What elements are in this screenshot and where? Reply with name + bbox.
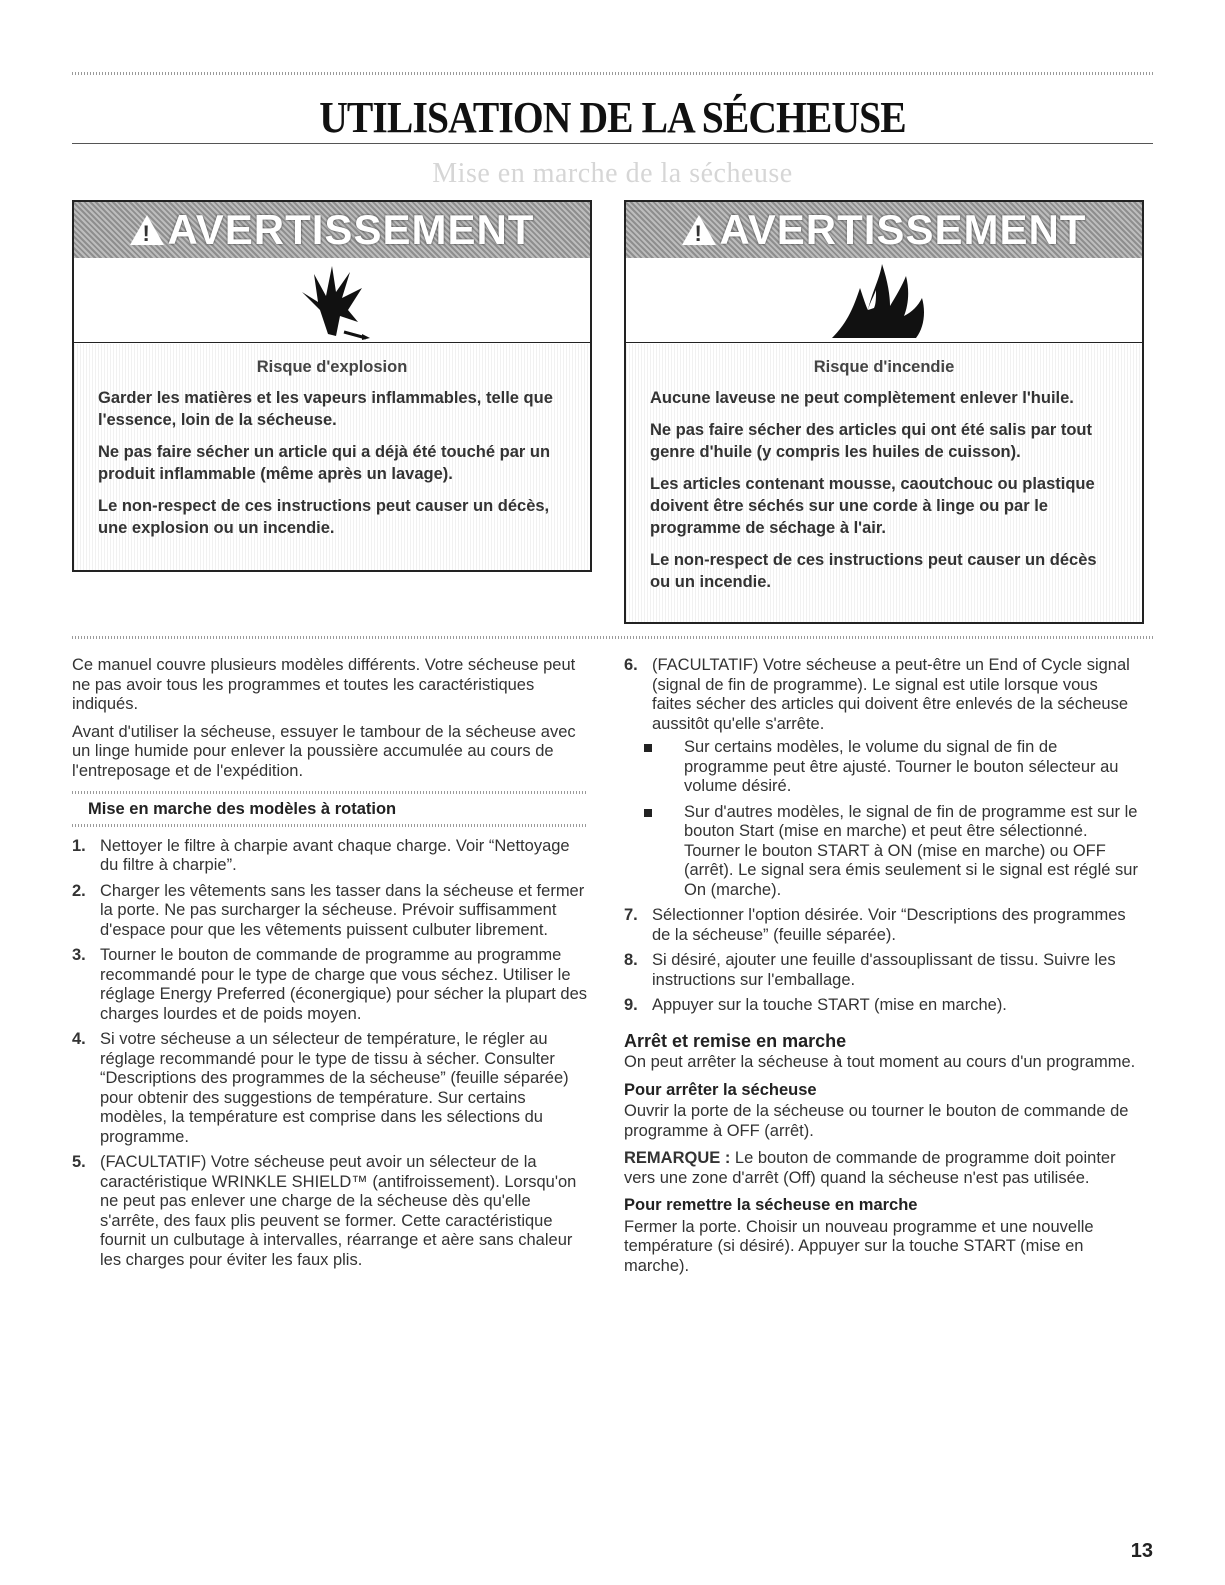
step-number: 6. bbox=[624, 656, 638, 674]
bullet-item bbox=[624, 803, 1140, 901]
warning-paragraph: Aucune laveuse ne peut complètement enlever l'huile. bbox=[650, 389, 1074, 407]
step-number: 7. bbox=[624, 906, 638, 924]
bullet-item bbox=[624, 738, 1140, 797]
bullet-square-icon bbox=[644, 744, 652, 752]
step-text: Sélectionner l'option désirée. Voir “Descriptions des programmes de la sécheuse” (feuille séparée). bbox=[652, 906, 1126, 944]
note-label: REMARQUE : bbox=[624, 1149, 731, 1167]
warning-header bbox=[626, 202, 1142, 258]
explosion-icon bbox=[292, 262, 372, 340]
title-rule bbox=[72, 143, 1153, 144]
bullet-text: Sur certains modèles, le volume du signal de fin de programme peut être ajusté. Tourner le bouton sélecteur au volume désiré. bbox=[684, 738, 1119, 795]
risk-title: Risque d'explosion bbox=[256, 358, 408, 376]
explosion-icon-zone bbox=[74, 260, 590, 343]
page-number: 13 bbox=[1130, 1540, 1153, 1562]
step-number: 4. bbox=[72, 1030, 86, 1048]
step-text: Charger les vêtements sans les tasser dans la sécheuse et fermer la porte. Ne pas surcharger la sécheuse. Prévoir suffisamment d'espace pour que les vêtements puissent culbuter librement. bbox=[100, 881, 585, 939]
left-column bbox=[72, 656, 588, 1276]
warning-header-text: AVERTISSEMENT bbox=[719, 206, 1087, 253]
step-text: (FACULTATIF) Votre sécheuse a peut-être un End of Cycle signal (signal de fin de programme). Le signal est utile lorsque vous faites sécher des articles qui doivent être enlevés de la sécheuse aussitôt qu'elle s'arrête. bbox=[652, 656, 1130, 733]
warning-paragraph: Garder les matières et les vapeurs inflammables, telle que l'essence, loin de la sécheuse. bbox=[98, 389, 553, 429]
list-item bbox=[72, 837, 588, 876]
bullet-square-icon bbox=[644, 809, 652, 817]
warning-text-area bbox=[74, 344, 590, 570]
step-text: Nettoyer le filtre à charpie avant chaque charge. Voir “Nettoyage du filtre à charpie”. bbox=[100, 836, 570, 874]
note-text: Le bouton de commande de programme doit pointer vers une zone d'arrêt (Off) quand la sécheuse n'est pas utilisée. bbox=[624, 1149, 1116, 1187]
stop-text: Ouvrir la porte de la sécheuse ou tourner le bouton de commande de programme à OFF (arrêt). bbox=[624, 1102, 1129, 1140]
warning-paragraph: Ne pas faire sécher des articles qui ont été salis par tout genre d'huile (y compris les huiles de cuisson). bbox=[650, 421, 1092, 461]
list-item bbox=[624, 996, 1140, 1016]
subsection-rule bbox=[72, 824, 588, 827]
section-title: Arrêt et remise en marche bbox=[624, 1030, 847, 1051]
note-paragraph bbox=[624, 1149, 1140, 1188]
warning-paragraph: Le non-respect de ces instructions peut causer un décès, une explosion ou un incendie. bbox=[98, 497, 550, 537]
warning-text-area bbox=[626, 344, 1142, 622]
list-item bbox=[72, 1030, 588, 1147]
risk-title: Risque d'incendie bbox=[813, 358, 955, 376]
warning-box-explosion bbox=[72, 200, 592, 572]
warning-triangle-icon bbox=[682, 215, 716, 245]
fire-icon bbox=[824, 262, 944, 340]
list-item bbox=[72, 946, 588, 1024]
restart-text: Fermer la porte. Choisir un nouveau programme et une nouvelle température (si désiré). Appuyer sur la touche START (mise en marche). bbox=[624, 1217, 1094, 1275]
step-text: Tourner le bouton de commande de programme au programme recommandé pour le type de charge que vous séchez. Utiliser le réglage Energy Preferred (éconergique) pour sécher la plupart des charges lourdes et de poids moyen. bbox=[100, 946, 588, 1023]
subsection-title: Pour arrêter la sécheuse bbox=[624, 1080, 817, 1099]
right-column bbox=[624, 656, 1140, 1284]
intro-paragraph: Avant d'utiliser la sécheuse, essuyer le tambour de la sécheuse avec un linge humide pour enlever la poussière accumulée au cours de l'entreposage et de l'expédition. bbox=[72, 722, 576, 780]
section-dotted-rule bbox=[72, 636, 1153, 639]
page-title: UTILISATION DE LA SÉCHEUSE bbox=[319, 93, 906, 142]
warning-triangle-icon bbox=[130, 215, 164, 245]
intro-paragraph: Ce manuel couvre plusieurs modèles différents. Votre sécheuse peut ne pas avoir tous les programmes et toutes les caractéristiques indiqués. bbox=[72, 656, 576, 713]
step-text: Appuyer sur la touche START (mise en marche). bbox=[652, 996, 1007, 1014]
step-text: Si votre sécheuse a un sélecteur de température, le régler au réglage recommandé pour le type de tissu à sécher. Consulter “Descriptions des programmes de la sécheuse” (feuille séparée) pour obtenir des suggestions de température. Sur certains modèles, la température est comprise dans les sélections du programme. bbox=[100, 1030, 569, 1146]
list-item bbox=[624, 656, 1140, 900]
list-item bbox=[624, 906, 1140, 945]
section-title: Mise en marche des modèles à rotation bbox=[88, 800, 397, 818]
step-number: 8. bbox=[624, 951, 638, 969]
list-item bbox=[72, 1153, 588, 1270]
top-dotted-rule bbox=[72, 72, 1153, 75]
bullet-text: Sur d'autres modèles, le signal de fin de programme est sur le bouton Start (mise en marche) et peut être sélectionné. Tourner le bouton START à ON (mise en marche) ou OFF (arrêt). Le signal sera émis seulement si le signal est réglé sur On (marche). bbox=[684, 802, 1138, 899]
warning-header bbox=[74, 202, 590, 258]
step-number: 1. bbox=[72, 836, 86, 855]
step-number: 5. bbox=[72, 1153, 86, 1171]
warning-box-fire bbox=[624, 200, 1144, 624]
warning-header-text: AVERTISSEMENT bbox=[167, 206, 535, 253]
step-number: 2. bbox=[72, 881, 86, 900]
warning-paragraph: Le non-respect de ces instructions peut causer un décès ou un incendie. bbox=[650, 551, 1097, 591]
steps-list bbox=[72, 837, 588, 1271]
step-number: 3. bbox=[72, 946, 86, 964]
warning-paragraph: Ne pas faire sécher un article qui a déjà été touché par un produit inflammable (même après un lavage). bbox=[98, 443, 551, 483]
step-number: 9. bbox=[624, 996, 638, 1014]
steps-list bbox=[624, 656, 1140, 1016]
stop-intro: On peut arrêter la sécheuse à tout moment au cours d'un programme. bbox=[624, 1053, 1136, 1071]
page-subtitle: Mise en marche de la sécheuse bbox=[432, 158, 793, 189]
subsection-title: Pour remettre la sécheuse en marche bbox=[624, 1196, 918, 1214]
list-item bbox=[624, 951, 1140, 990]
step-text: Si désiré, ajouter une feuille d'assouplissant de tissu. Suivre les instructions sur l'emballage. bbox=[652, 951, 1116, 989]
fire-icon-zone bbox=[626, 260, 1142, 343]
warning-paragraph: Les articles contenant mousse, caoutchouc ou plastique doivent être séchés sur une corde à linge ou par le programme de séchage à l'air. bbox=[650, 475, 1095, 537]
subsection-rule bbox=[72, 791, 588, 794]
list-item bbox=[72, 882, 588, 941]
step-text: (FACULTATIF) Votre sécheuse peut avoir un sélecteur de la caractéristique WRINKLE SHIELD™ (antifroissement). Lorsqu'on ne peut pas enlever une charge de la sécheuse dès qu'elle s'arrête, des faux plis peuvent se former. Cette caractéristique fournit un culbutage à intervalles, réarrange et aère sans chaleur les charges pour éviter les faux plis. bbox=[100, 1153, 577, 1269]
